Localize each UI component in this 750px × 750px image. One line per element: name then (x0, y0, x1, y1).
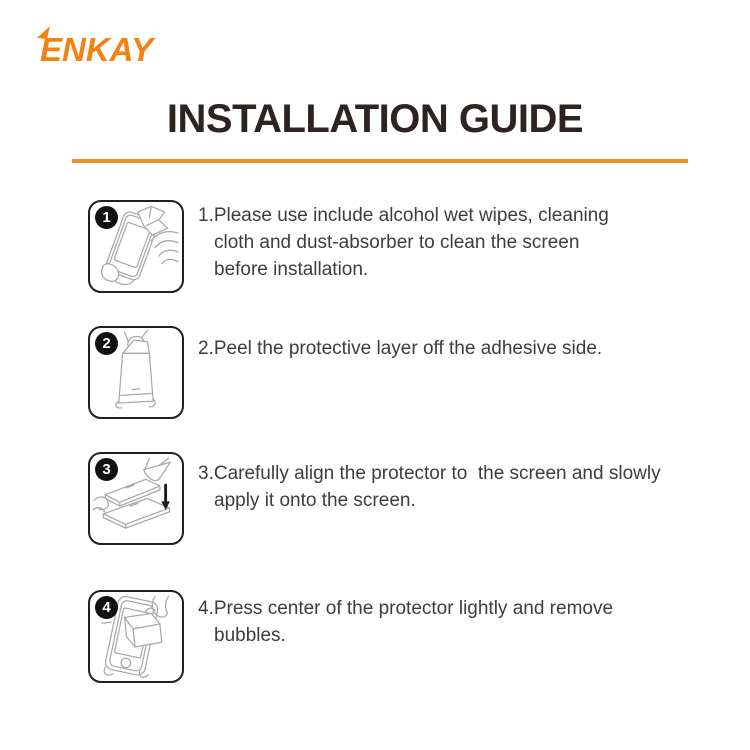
step-icon-box-2 (88, 326, 184, 419)
step-text-3 (198, 460, 738, 514)
brand-logo-text: ENKAY (40, 31, 154, 68)
step-text-line: 2.Peel the protective layer off the adhesive side. (198, 338, 603, 359)
step-icon-box-4 (88, 590, 184, 683)
step-text-line: before installation. (214, 259, 369, 280)
step-number-badge: 1 (95, 206, 118, 229)
step-text-line: 3.Carefully align the protector to the screen and slowly (198, 463, 661, 484)
step-text-line: apply it onto the screen. (214, 490, 416, 511)
step-text-line: bubbles. (214, 625, 286, 646)
step-icon-box-3 (88, 452, 184, 545)
step-text-1 (198, 202, 738, 283)
title-divider (72, 159, 688, 163)
step-text-line: 1.Please use include alcohol wet wipes, cleaning (198, 205, 609, 226)
brand-logo (34, 24, 184, 70)
step-text-line: cloth and dust-absorber to clean the screen (214, 232, 580, 253)
step-number-badge: 2 (95, 332, 118, 355)
step-number-badge: 3 (95, 458, 118, 481)
step-text-2 (198, 335, 738, 362)
step-text-line: 4.Press center of the protector lightly and remove (198, 598, 614, 619)
step-icon-box-1 (88, 200, 184, 293)
step-text-4 (198, 595, 738, 649)
page-title: INSTALLATION GUIDE (166, 97, 584, 141)
step-number-badge: 4 (95, 596, 118, 619)
